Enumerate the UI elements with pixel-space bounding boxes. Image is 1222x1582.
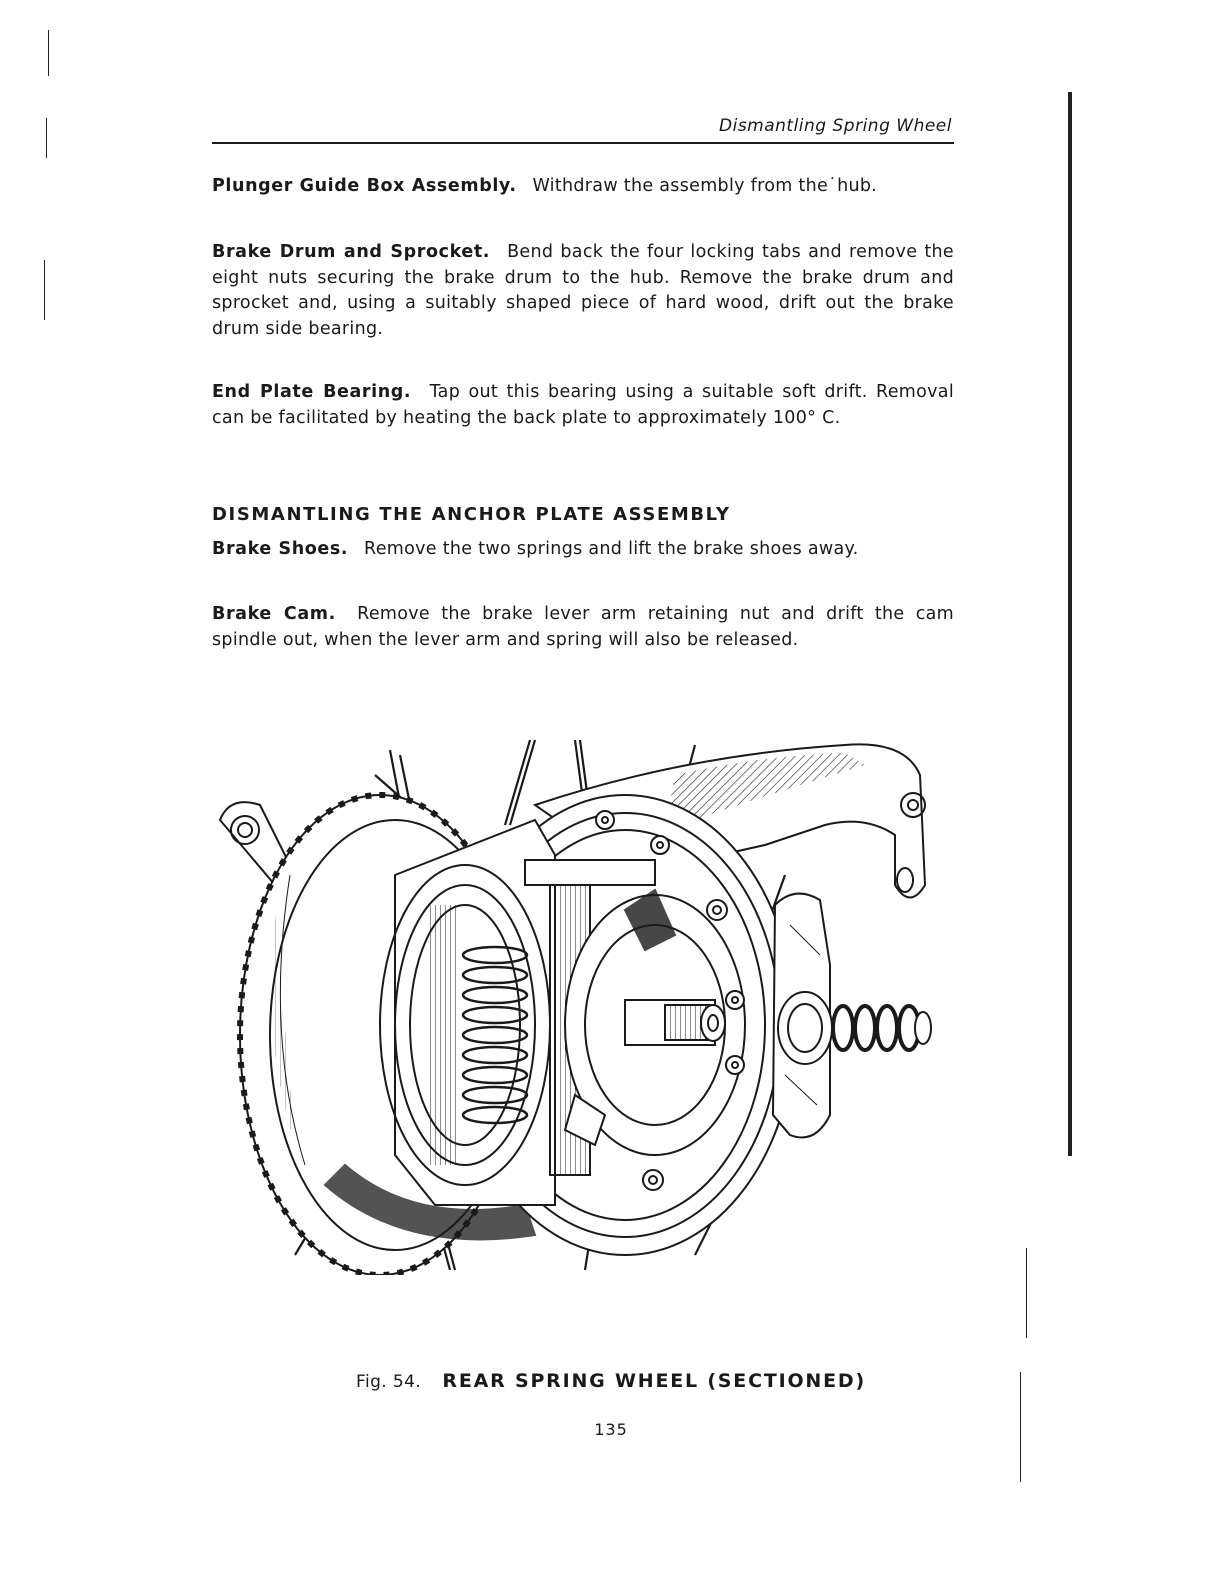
section-heading-anchor-plate: DISMANTLING THE ANCHOR PLATE ASSEMBLY	[212, 504, 731, 525]
header-rule	[212, 142, 954, 144]
paragraph-brake-shoes	[212, 537, 954, 563]
figure-caption	[0, 1370, 1222, 1392]
paragraph-heading: Brake Shoes.	[212, 539, 349, 559]
paragraph-brake-drum-sprocket	[212, 240, 954, 342]
scan-edge-left-3	[44, 260, 45, 320]
running-header: Dismantling Spring Wheel	[719, 116, 952, 136]
paragraph-text: Tap out this bearing using a suitable soft drift. Removal can be facilitated by heating the back plate to approximately 100° C.	[212, 382, 954, 428]
scan-edge-left-2	[46, 118, 47, 158]
paragraph-heading: End Plate Bearing.	[212, 382, 412, 402]
paragraph-text: Remove the two springs and lift the brake shoes away.	[364, 539, 859, 559]
scan-edge-right	[1068, 92, 1072, 1156]
paragraph-text: Remove the brake lever arm retaining nut and drift the cam spindle out, when the lever arm and spring will also be released.	[212, 604, 954, 650]
figure-title: REAR SPRING WHEEL (SECTIONED)	[442, 1370, 866, 1392]
paragraph-brake-cam	[212, 602, 954, 653]
paragraph-end-plate-bearing	[212, 380, 954, 431]
scan-edge-left	[48, 30, 49, 76]
paragraph-heading: Plunger Guide Box Assembly.	[212, 176, 517, 196]
paragraph-heading: Brake Cam.	[212, 604, 336, 624]
scan-edge-bottom-right	[1026, 1248, 1027, 1338]
paragraph-heading: Brake Drum and Sprocket.	[212, 242, 491, 262]
paragraph-plunger-guide-box	[212, 174, 954, 200]
paragraph-text: Withdraw the assembly from the˙hub.	[532, 176, 878, 196]
rear-spring-wheel-illustration	[205, 735, 945, 1275]
paragraph-text: Bend back the four locking tabs and remove the eight nuts securing the brake drum to the hub. Remove the brake drum and sprocket and, using a suitably shaped piece of hard wood, drift out the brake drum side bearing.	[212, 242, 954, 339]
page-number: 135	[594, 1420, 628, 1439]
figure-number: Fig. 54.	[356, 1372, 422, 1392]
